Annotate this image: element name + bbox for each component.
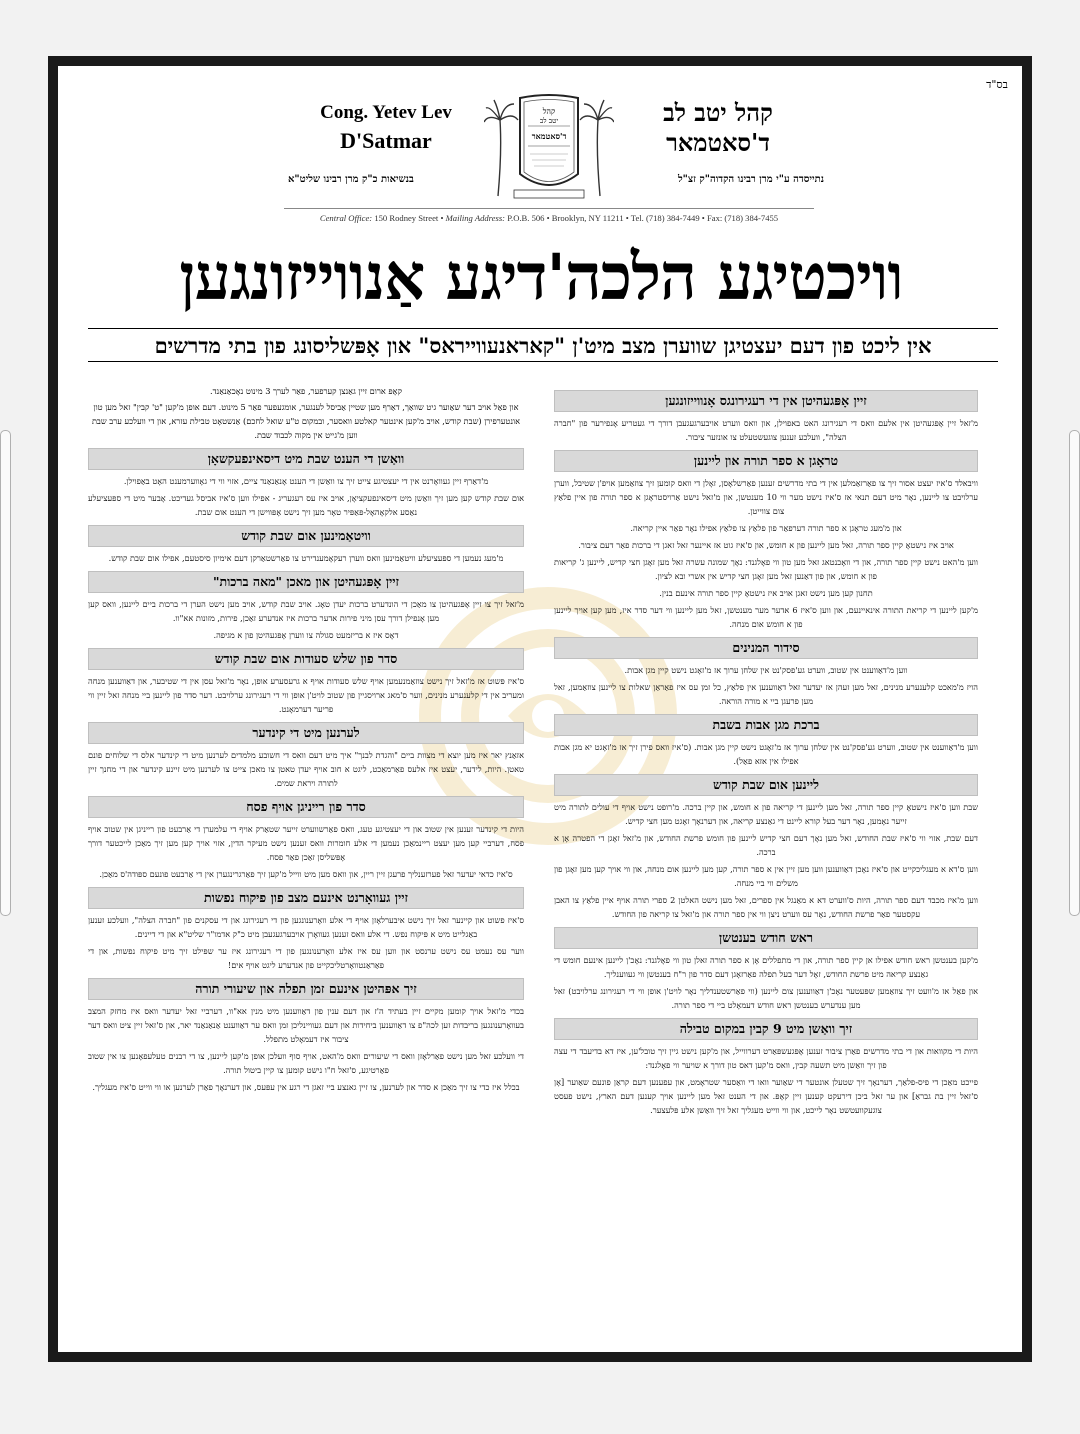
document-frame [48,56,1032,1362]
address-line: Central Office: 150 Rodney Street • Mailing Address: P.O.B. 506 • Brooklyn, NY 11211 • Tel. (718) 384-7449 • Fax: (718) 384-7455 [284,208,814,223]
congregation-seal-logo [484,92,614,204]
section-paragraph: מ'קען בענטשן ראש חודש אפילו אן קיין ספר תורה, און די מתפללים אָן א ספר תורה זאלן טון ווי פאָלגנד: נאָכ'ן ליינען אינעם חומש די גאַנצע קריאה מיט פרשת החודש, זאָל דער בעל תפלה פאַרזאָגן דעם סדר פון ר"ח בענטשן ווי געווענליך. [554,955,978,979]
section-heading: לערנען מיט די קינדער [88,722,524,744]
left-column [88,384,524,1097]
section-heading: סידור המנינים [554,637,978,659]
left-scroll-handle[interactable] [0,430,11,916]
section-paragraph: בכדי מ'זאל אויך קומען מקיים זיין בעתיד ה'ז און דעם ענין פון דאַווענען מיט מנין אא"וו, דערביי זאל יעדער וואס איז מחזק המצב בעוואָרענונגען בריבדות זען לכה"פ צו דאַווענען ביחידות און דעם געוויינליכן זמן וואס ער דאַווענט אַנאַנאַנד יאר, און ס'זאל זיין ציט וואס דער ציבור איז דעמאָלט מתפלל. [88,1006,524,1044]
telephone: Tel. (718) 384-7449 [630,213,700,223]
section-paragraph: אויב איז נישטאָ קיין ספר תורה, זאל מען ליינען פון א חומש, און ס'איז גוט אז איינער זאל זאגן די ברכות פאַר דעם ציבור. [578,540,954,550]
section-heading: זיך וואַשן מיט 9 קבין במקום טבילה [554,1018,978,1040]
main-title: וויכטיגע הלכה'דיגע אַנווייזונגען [179,240,903,315]
city: Brooklyn, NY 11211 [551,213,624,223]
section-heading: סדר פון רייניגן אויף פסח [88,796,524,818]
section-paragraph: היות די מקוואות און די בתי מדרשים פאַרן ציבור זענען אָפּגעשפּאַרט דערווייל, און מ'קען נישט גיין זיך טובל'ען, איז דא בדיעבד די עצה פון זיך וואַשן מיט תשעה קבין, וואס מ'קען דאס טון דורך א שויער ווי פאָלגנד: [554,1046,978,1070]
section-paragraph: ווען מ'דאַווענט אין שטוב, ווערט גע'פסק'נט אין שלחן ערוך אז מ'זאָגט נישט קיין מגן אבות. [624,665,908,675]
central-office: 150 Rodney Street [374,213,439,223]
section-heading: וואַשן די הענט שבת מיט דיסאינפעקשאָן [88,448,524,470]
section-paragraph: מ'מעג נעמען די ספּעציעלע וויטאַמינען וואס ווערן רעקאָמענדירט צו פאַרשטאַרקן דעם אימיון סיסטעם, אפילו אום שבת קודש. [108,553,504,563]
seal-text-1: קהל [542,107,556,116]
seal-text-3: ד'סאטמאר [531,131,567,141]
header-en-line1: Cong. Yetev Lev [320,102,452,123]
mailing-label: Mailing Address: [445,213,506,223]
section-paragraph: ווער עס נעמט עס נישט ערנסט און ווען עס איז אלע וואָרענונגען פון די רעגירונג איז ער שפּילט זיך מיט פיקוח נפשות, און די פאַראַנטוואָרטליכקייט פון אנדערע ליגט אויף אים! [88,946,524,970]
section-paragraph: און פאַל אז מ'וועט זיך צוזאַמען שפּעטער נאָכ'ן דאַווענען צום ליינען (ווי פאַרשטענדליך נאָר לויט'ן אופן ווי די רעגירונג ערלויבט) זאל מען ענדערש בענטשן ראש חודש דעמאָלט ביי די ספר תורה. [554,986,978,1010]
section-heading: ליינען אום שבת קודש [554,774,978,796]
section-paragraph: דאָס איז א בריזמעט סגולה צו ווערן אָפּגעהיטן פון א מגיפה. [213,630,399,640]
section-paragraph: אום שבת קודש קען מען זיך וואַשן מיט דיסאינפעקציאָן, אויב איז עס רעגעריג - אפילו ווען ס'איז אביסל געדיכט. אָבער מיט די ספּעציעלע נאַסע אלקאָהאָל-פּאַפּיר טאָר מען זיך נישט אָפּווישן די הענט אום שבת. [88,493,524,517]
mailing-address: P.O.B. 506 [507,213,545,223]
section-paragraph: ווען מ'האט נישט קיין ספר תורה, און די וואָכנטאג זאל מען טון ווי פאָלגנד: נאָך שמונה עשרה זאל מען זאָגן חצי קדיש, ליינען ג' קריאות פון א חומש, און פון דאַנען זאל מען זאָגן חצי קדיש אין אשרי ובא לציון. [554,557,978,581]
seal-text-2: יטב לב [539,117,559,125]
central-office-label: Central Office: [319,213,373,223]
section-paragraph: בכלל איז כדי צו זיך מאַכן א סדר און לערנען, צו זיין גאנצע ביי זאגן די רגע אין עפּעס, און דערנאָך פאַרן לערנען או ווי ווייט ס'איז מעגליך. [92,1082,520,1092]
section-heading: טראָגן א ספר תורה און ליינען [554,450,978,472]
subtitle: אין ליכט פון דעם יעצטיגן שווערן מצב מיט'ן "קאראנעווייראס" און אָפּשליסונג פון בתי מדרשים [88,328,998,362]
section-paragraph: הויז מ'מאכט קלענערע מנינים, זאל מען זעהן אז יעדער זאל דאַווענען אין פלאַץ, כל זמן עס איז פאַראַן שאלות צו ליינען צוזאַמען, זאל מען פרעגן ביי א מורה הוראה. [554,682,978,706]
section-paragraph: דעם שבת, אזוי ווי ס'איז שבת החודש, זאל מען נאָך דעם חצי קדיש ליינען פון חומש פרשת החודש, און מ'זאל זאָגן די הפטרה אָן א ברכה. [554,833,978,857]
header-hebrew [618,98,818,158]
header-english [286,102,486,154]
section-heading: סדר פון שלש סעודות אום שבת קודש [88,648,524,670]
section-paragraph: ס'איז פּשוט אז מ'זאל זיך נישט צוזאַמנעמען אויף שלש סעודות אויף א גרעסערע אופן, נאָר מ'זאל עסן אין די שטיבער, און דאַווענען מנחה ומעריב אין די קלענערע מנינים, ווער ס'מאג ארויסגיין פון שטוב לויט'ן אופן ווי די רעגירונג ערלויבט. דער סדר פון ליינען ביי מנחה זאל זיין ווי פריער דערמאָנט. [88,676,524,714]
header-subline-left: בנשיאות כ"ק מרן רבינו שליט"א [288,174,414,185]
section-heading: זיך אפּהיטן אינעם זמן תפלה און שיעורי תורה [88,978,524,1000]
section-heading: ראש חודש בענטשן [554,927,978,949]
intro-paragraph: און פאַל אויב דער שאַוער גיט שוואַך, דאַרף מען שטיין אַביסל לענגער, אומגעפער פאַר 5 מינוט. דעם אופן מ'קען "ט' קבין" זאל מען טון אונטערפירן (שבת קודש, אויב מ'קען אינטער קאלטע וואסער, ובמקום ט"ע שואל לחכם) אַנשטאָט טבילת עזרא, און די וועלכע ערב שבת ווען מ'גייט אין מקוה לכבוד שבת. [91,402,521,440]
section-paragraph: מ'זאל זיך צו זיין אָפּגעהיטן צו מאַכן די הונדערט ברכות יעדן טאָג. אויב שבת קודש, אויב מען נישט הערן די ברכות ביים ליינען, וואס קען מען אָנפילן דורך עסן מיני פירות אדער ברכות איז אנדערע זאַכן, פירות, מזונות אא"וו. [88,599,524,623]
section-paragraph: תחנון קען מען נישט זאגן אויב איז נישטאָ קיין ספר תורה אינעם בנין. [659,588,873,598]
section-paragraph: אזאַנץ יאר איז מען יוצא די מצוות ביים "והגדת לבנך" איך מיט דעם וואס די חשובע מלמדים לערנען מיט די קינדער אלס די שלוחים פונם טאטן. היות, לידער, יעצט איז אלעס פאַרמאַכט, ליגט א חוב אויף יעדן טאטן צו מאכן צייט צו לערנען מיט זיינע קינדער און די מחנך זיין לתורה ויראת שמים. [88,750,524,788]
section-heading: ברכת מגן אבות בשבת [554,714,978,736]
section-paragraph: היות די קינדער זענען אין שטוב און די יעצטיגע טעג, וואס פאַרשווערט זייער שטאַרק אויף די עלמערן די אַרבעט פון רייניגן אין שטוב אויף פסח, דערביי קען מען יעצט ריינמאַכן נעמען די אלע חומרות וואס זענען נישט מעיקר הדין, אזוי אויך קען מען זיך מאַכן לייכטער דורך אָפּשליסן זאַכן פאַר פסח. [88,824,524,862]
section-paragraph: ווען מ'דאַווענט אין שטוב, ווערט גע'פסק'נט אין שלחן ערוך אז מ'זאָגט נישט קיין מגן אבות. (ס'איז וואס פירן זיך אז מ'זאָגט יא מגן אבות אפילו אין אזא פאַל). [554,742,978,766]
right-scroll-handle[interactable] [1069,430,1080,916]
section-heading: זיין געוואָרנט אינעם מצב פון פיקוח נפשות [88,887,524,909]
section-heading: זיין אָפּגעהיטן אין די רעגירונגס אָנווייזונגען [554,390,978,412]
section-paragraph: מ'זאל זיין אָפּגעהיטן אין אלעם וואס די רעגירונג האט באפוילן, און וואס ווערט אויבערגעגעבן דורך די געטריע אָנפירער פון "חברה הצלה", וועלכע זענען צוגעשטעלט צו אונזער ציבור. [554,418,978,442]
header-he-line1: קהל יטב לב [663,98,773,127]
section-paragraph: מ'דאַרף זיין געוואָרנט אין די יעצטיגע צייט זיך צו וואַשן די הענט אָנאַנאַנד ציים, אזוי ווי די גאָווערמענט האָט באַפוילן. [123,476,489,486]
section-heading: זיין אָפּגעהיטן און מאכן "מאה ברכות" [88,571,524,593]
header-subline-right: נתייסדה ע"י מרן רבינו הקדוה"ק זצ"ל [678,174,824,185]
section-paragraph: ווען מ'איז מכבד דעם ספר תורה, היות ס'ווערט דא א מאַנגל אין ספרים, זאל מען נישט האלטן 2 ספרי תורה אויף איין פלאַץ צו האבן עקסטער פאַר פרשת החודש, נאָר עס ווערט ניצן ווי אין ספר תורה און מ'זאל צו קריאה פון החודש. [554,895,979,919]
section-paragraph: שבת ווען ס'איז נישטאָ קיין ספר תורה, זאל מען ליינען די קריאה פון א חומש, און קיין ברכה. מ'רופט נישט אויף די עולים לתורה מיט זייער נאָמען, נאָר דער בעל קורא ליינט די גאַנצע קריאה, און דערנאָך זאָגט מען חצי קדיש. [554,802,978,826]
left-intro [88,384,524,442]
section-paragraph: ס'איז פשוט און קיינער זאל זיך נישט איבערלאָזן אויף די אלע וואָרענונגען פון די רעגירונג און די עסקנים פון "חברה הצלה", וועלכע זענען באַגלייט מיט א פּיקוח נפש. די אלע וואס זענען געוואָרן אויבערגעגעבן מיט כ"ק אדמו"ר שליט"א און די דיינים. [88,915,524,939]
section-paragraph: ס'איז כדאי יעדער זאל פערזענליך פרעגן זיין ריין, און וואס מען מיט ווייל מ'קען זיך פאַרגרינגערן אין די אַרבעט פונעם ספּודה'ס מאַכן. [99,869,513,879]
header-he-line2: ד'סאטמאר [666,128,770,157]
right-column [554,384,978,1120]
bsd-mark: בס"ד [986,78,1008,91]
header-en-line2: D'Satmar [340,128,432,153]
section-paragraph: מ'קען ליינען די קריאת התורה אינאיינעם, און ווען ס'איז 6 אדער מער מענטשן, זאל מען ליינען ווי דער סדר איז, מען קען אויך ליינען פון א חומש אום מנחה. [554,605,978,629]
intro-paragraph: קאָפּ ארום זיין גאַנצן קערפער, פאַר לערך 3 מינוט נאָכאַנאַנד. [210,386,402,396]
fax: Fax: (718) 384-7455 [706,213,779,223]
document-page [58,66,1022,1352]
left-sections [88,448,524,1094]
section-paragraph: וויבאלד ס'איז יעצט אסור זיך צו פאַרזאַמלען אין די בתי מדרשים זענען פאַרשלאָסן, זאָלן די וואס קומען זיך צוזאַמען אויפ'ן שטיבל, ווערן ערלויבט צו ליינען, נאָר מיט דעם תנאי אז ס'איז נישט מער ווי 10 מענטשן, און מ'זאל נישט אַרויסטראָגן א ספר תורה פון איין פלאַץ צום צווייטן. [554,478,978,516]
section-paragraph: פייכט מאַכן די פיס-פלאַך, דערנאָך זיך שטעלן אונטער די שאַוער וואו די וואַסער שטראָמט, און עפענען דעם קראַן פונעם שאַוער [אָן ס'זאל זיין בת גבראַ] און ער זאל ביכן דירעקט קענען זיין קאָפּ. און די הענט זאל מען ליינען אויך קענען דעם הארץ, נישט פעסט צוגעקוועטשט נאָר לייכט, און ווי ווייט מעגליך זאל זיך וואַשן אלע פּלעצער. [554,1077,978,1115]
section-paragraph: ווען ס'דא א מעגליכקייט און ס'איז נאָכן דאַווענען ווען מען זיין אין א ספר תורה, קען מען ליינען אום מנחה, און ווי אויך קען מען זאָגן פון משלים ווי ביי מנחה. [554,864,978,888]
section-paragraph: די וועלכע זאל מען נישט פאַרלאָזן וואס די שיעורים וואס מ'האט, אויף סוף וועלכן אופן מ'קען ליינען, צו די רבנים טעלעפאָנען צו אין שטוב פאַרטיגע, ס'זאל ח"ו נישט קומען צו קיין ביטול תורה. [88,1051,524,1075]
section-paragraph: און מ'מעג טראָגן א ספר תורה דערפאַר פון פלאַץ צו פלאַץ אפילו נאָר פאַר איין קריאה. [630,523,902,533]
section-heading: וויטאַמינען אום שבת קודש [88,525,524,547]
